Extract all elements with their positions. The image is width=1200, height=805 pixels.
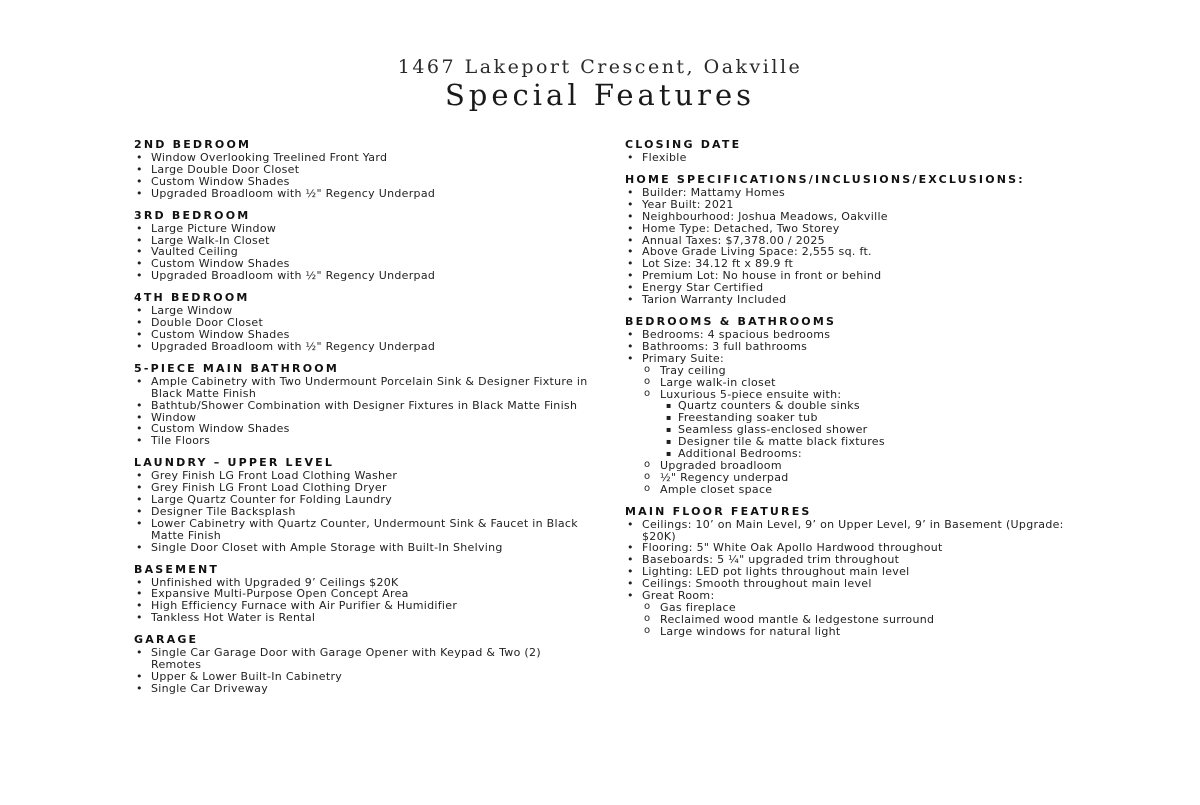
feature-list <box>133 223 593 283</box>
list-item: • Single Car Driveway <box>133 683 593 695</box>
section-closing-date <box>624 138 1094 164</box>
list-item: • Expansive Multi-Purpose Open Concept Area <box>133 588 593 600</box>
list-item: • Neighbourhood: Joshua Meadows, Oakville <box>624 211 1094 223</box>
left-column <box>133 138 593 704</box>
list-item: • Flexible <box>624 152 1094 164</box>
page-header <box>0 54 1200 110</box>
section-title: MAIN FLOOR FEATURES <box>625 504 812 518</box>
list-item: • Large Picture Window <box>133 223 593 235</box>
list-item: • Home Type: Detached, Two Storey <box>624 223 1094 235</box>
list-item: • Vaulted Ceiling <box>133 246 593 258</box>
right-column <box>624 138 1094 647</box>
feature-list <box>133 470 593 553</box>
section-home-specifications-inclusions-exclusions <box>624 173 1094 306</box>
list-item: • Window Overlooking Treelined Front Yard <box>133 152 593 164</box>
section-title: LAUNDRY – UPPER LEVEL <box>134 456 335 470</box>
list-item: • Primary Suite: <box>624 353 1094 365</box>
list-item: o Luxurious 5-piece ensuite with: <box>624 389 1094 401</box>
list-item: ▪ Freestanding soaker tub <box>624 412 1094 424</box>
list-item: • Upgraded Broadloom with ½" Regency Underpad <box>133 341 593 353</box>
list-item: o Reclaimed wood mantle & ledgestone surround <box>624 614 1094 626</box>
list-item: • Lower Cabinetry with Quartz Counter, Undermount Sink & Faucet in Black Matte Finish <box>133 518 593 542</box>
list-item: • Large Window <box>133 305 593 317</box>
list-item: • Above Grade Living Space: 2,555 sq. ft. <box>624 246 1094 258</box>
list-item: ▪ Seamless glass-enclosed shower <box>624 424 1094 436</box>
list-item: • Lighting: LED pot lights throughout main level <box>624 566 1094 578</box>
list-item: • Single Door Closet with Ample Storage with Built-In Shelving <box>133 542 593 554</box>
section-title: CLOSING DATE <box>625 138 742 151</box>
list-item: • Annual Taxes: $7,378.00 / 2025 <box>624 235 1094 247</box>
section-title: 4TH BEDROOM <box>134 291 250 305</box>
list-item: • Upgraded Broadloom with ½" Regency Underpad <box>133 188 593 200</box>
feature-list <box>133 577 593 625</box>
section-4th-bedroom <box>133 291 593 353</box>
list-item: • Builder: Mattamy Homes <box>624 187 1094 199</box>
feature-list <box>624 329 1094 496</box>
list-item: o Large windows for natural light <box>624 626 1094 638</box>
list-item: • Energy Star Certified <box>624 282 1094 294</box>
feature-list <box>624 519 1094 638</box>
section-garage <box>133 633 593 695</box>
section-title: HOME SPECIFICATIONS/INCLUSIONS/EXCLUSIONS: <box>625 172 1025 186</box>
list-item: • Large Walk-In Closet <box>133 235 593 247</box>
list-item: • Lot Size: 34.12 ft x 89.9 ft <box>624 258 1094 270</box>
section-title: GARAGE <box>134 633 199 647</box>
feature-list <box>133 376 593 447</box>
section-basement <box>133 563 593 625</box>
list-item: • High Efficiency Furnace with Air Purifier & Humidifier <box>133 600 593 612</box>
list-item: • Unfinished with Upgraded 9’ Ceilings $20K <box>133 577 593 589</box>
list-item: o ½" Regency underpad <box>624 472 1094 484</box>
list-item: • Tile Floors <box>133 435 593 447</box>
list-item: • Ample Cabinetry with Two Undermount Porcelain Sink & Designer Fixture in Black Matte Finish <box>133 376 593 400</box>
list-item: • Bedrooms: 4 spacious bedrooms <box>624 329 1094 341</box>
section-laundry-upper-level <box>133 456 593 553</box>
list-item: • Baseboards: 5 ¼" upgraded trim throughout <box>624 554 1094 566</box>
section-3rd-bedroom <box>133 209 593 283</box>
list-item: o Ample closet space <box>624 484 1094 496</box>
list-item: • Ceilings: Smooth throughout main level <box>624 578 1094 590</box>
list-item: • Large Quartz Counter for Folding Laundry <box>133 494 593 506</box>
list-item: • Double Door Closet <box>133 317 593 329</box>
list-item: • Single Car Garage Door with Garage Opener with Keypad & Two (2) Remotes <box>133 647 593 671</box>
list-item: • Tankless Hot Water is Rental <box>133 612 593 624</box>
list-item: • Bathtub/Shower Combination with Designer Fixtures in Black Matte Finish <box>133 400 593 412</box>
list-item: ▪ Designer tile & matte black fixtures <box>624 436 1094 448</box>
section-title: 5-PIECE MAIN BATHROOM <box>134 361 339 375</box>
feature-list <box>624 187 1094 306</box>
list-item: • Custom Window Shades <box>133 176 593 188</box>
list-item: o Tray ceiling <box>624 365 1094 377</box>
list-item: • Great Room: <box>624 590 1094 602</box>
section-title: BASEMENT <box>134 562 220 576</box>
section-2nd-bedroom <box>133 138 593 200</box>
list-item: ▪ Quartz counters & double sinks <box>624 400 1094 412</box>
list-item: o Large walk-in closet <box>624 377 1094 389</box>
section-title: 2ND BEDROOM <box>134 138 252 151</box>
section-main-floor-features <box>624 505 1094 638</box>
section-title: BEDROOMS & BATHROOMS <box>625 314 837 328</box>
feature-list <box>624 152 1094 164</box>
section-5-piece-main-bathroom <box>133 362 593 447</box>
list-item: o Upgraded broadloom <box>624 460 1094 472</box>
list-item: ▪ Additional Bedrooms: <box>624 448 1094 460</box>
list-item: • Upper & Lower Built-In Cabinetry <box>133 671 593 683</box>
list-item: • Upgraded Broadloom with ½" Regency Underpad <box>133 270 593 282</box>
list-item: • Designer Tile Backsplash <box>133 506 593 518</box>
list-item: • Tarion Warranty Included <box>624 294 1094 306</box>
list-item: • Large Double Door Closet <box>133 164 593 176</box>
list-item: • Custom Window Shades <box>133 258 593 270</box>
list-item: o Gas fireplace <box>624 602 1094 614</box>
list-item: • Year Built: 2021 <box>624 199 1094 211</box>
feature-list <box>133 647 593 695</box>
section-bedrooms-bathrooms <box>624 315 1094 496</box>
list-item: • Grey Finish LG Front Load Clothing Dryer <box>133 482 593 494</box>
property-address: 1467 Lakeport Crescent, Oakville <box>397 56 803 78</box>
list-item: • Premium Lot: No house in front or behind <box>624 270 1094 282</box>
page-title: Special Features <box>444 78 756 112</box>
list-item: • Window <box>133 412 593 424</box>
feature-list <box>133 152 593 200</box>
list-item: • Custom Window Shades <box>133 423 593 435</box>
list-item: • Custom Window Shades <box>133 329 593 341</box>
list-item: • Ceilings: 10’ on Main Level, 9’ on Upper Level, 9’ in Basement (Upgrade: $20K) <box>624 519 1094 543</box>
list-item: • Grey Finish LG Front Load Clothing Washer <box>133 470 593 482</box>
section-title: 3RD BEDROOM <box>134 208 251 222</box>
list-item: • Flooring: 5" White Oak Apollo Hardwood throughout <box>624 542 1094 554</box>
feature-list <box>133 305 593 353</box>
list-item: • Bathrooms: 3 full bathrooms <box>624 341 1094 353</box>
